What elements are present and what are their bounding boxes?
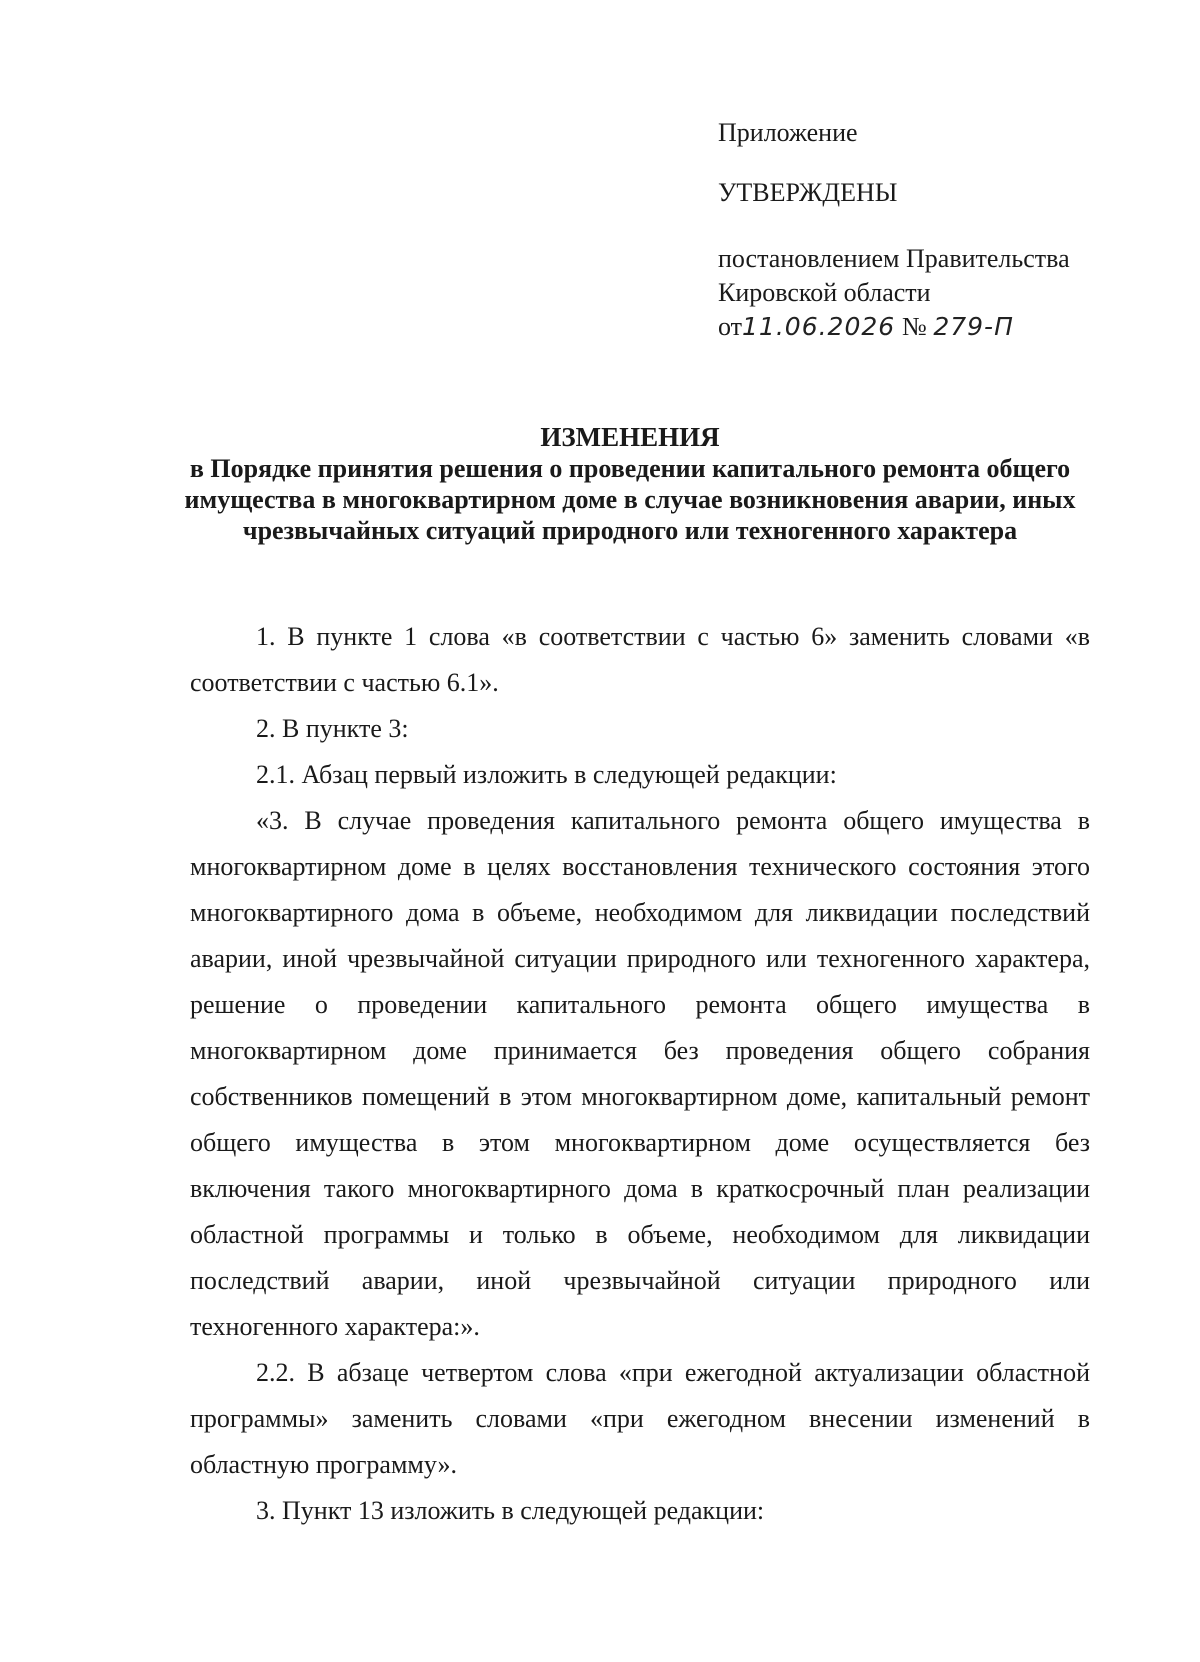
- paragraph-2-2: 2.2. В абзаце четвертом слова «при ежегодной актуализации областной программы» заменить словами «при ежегодном внесении изменений в областную программу».: [190, 1358, 1090, 1479]
- handwritten-number: 279-П: [933, 312, 1014, 341]
- approval-line-2: Кировской области: [718, 278, 931, 307]
- document-title: ИЗМЕНЕНИЯ: [540, 422, 720, 452]
- paragraph-quote: «3. В случае проведения капитального ремонта общего имущества в многоквартирном доме в целях восстановления технического состояния этого многоквартирного дома в объеме, необходимом для ликвидации последствий аварии, иной чрезвычайной ситуации природного или техногенного характера, решение о проведении капитального ремонта общего имущества в многоквартирном доме принимается без проведения общего собрания собственников помещений в этом многоквартирном доме, капитальный ремонт общего имущества в этом многоквартирном доме осуществляется без включения такого многоквартирного дома в краткосрочный план реализации областной программы и только в объеме, необходимом для ликвидации последствий аварии, иной чрезвычайной ситуации природного или техногенного характера:».: [190, 806, 1090, 1341]
- document-title-block: [175, 422, 1085, 546]
- handwritten-date: 11.06.2026: [742, 312, 896, 341]
- approval-line-1: постановлением Правительства: [718, 244, 1070, 273]
- date-prefix: от: [718, 312, 743, 341]
- approved-label: УТВЕРЖДЕНЫ: [718, 178, 898, 207]
- paragraph-3: 3. Пункт 13 изложить в следующей редакции:: [256, 1496, 765, 1525]
- number-prefix: №: [902, 312, 927, 341]
- paragraph-2-1: 2.1. Абзац первый изложить в следующей редакции:: [256, 760, 837, 789]
- document-body: [190, 614, 1090, 1534]
- document-subtitle: в Порядке принятия решения о проведении капитального ремонта общего имущества в многоквартирном доме в случае возникновения аварии, иных чрезвычайных ситуаций природного или техногенного характера: [184, 454, 1076, 545]
- approval-date-number-line: [718, 310, 1070, 344]
- appendix-label: Приложение: [718, 118, 858, 147]
- paragraph-1: 1. В пункте 1 слова «в соответствии с частью 6» заменить словами «в соответствии с частью 6.1».: [190, 622, 1090, 697]
- approval-block: [718, 242, 1070, 344]
- paragraph-2: 2. В пункте 3:: [256, 714, 409, 743]
